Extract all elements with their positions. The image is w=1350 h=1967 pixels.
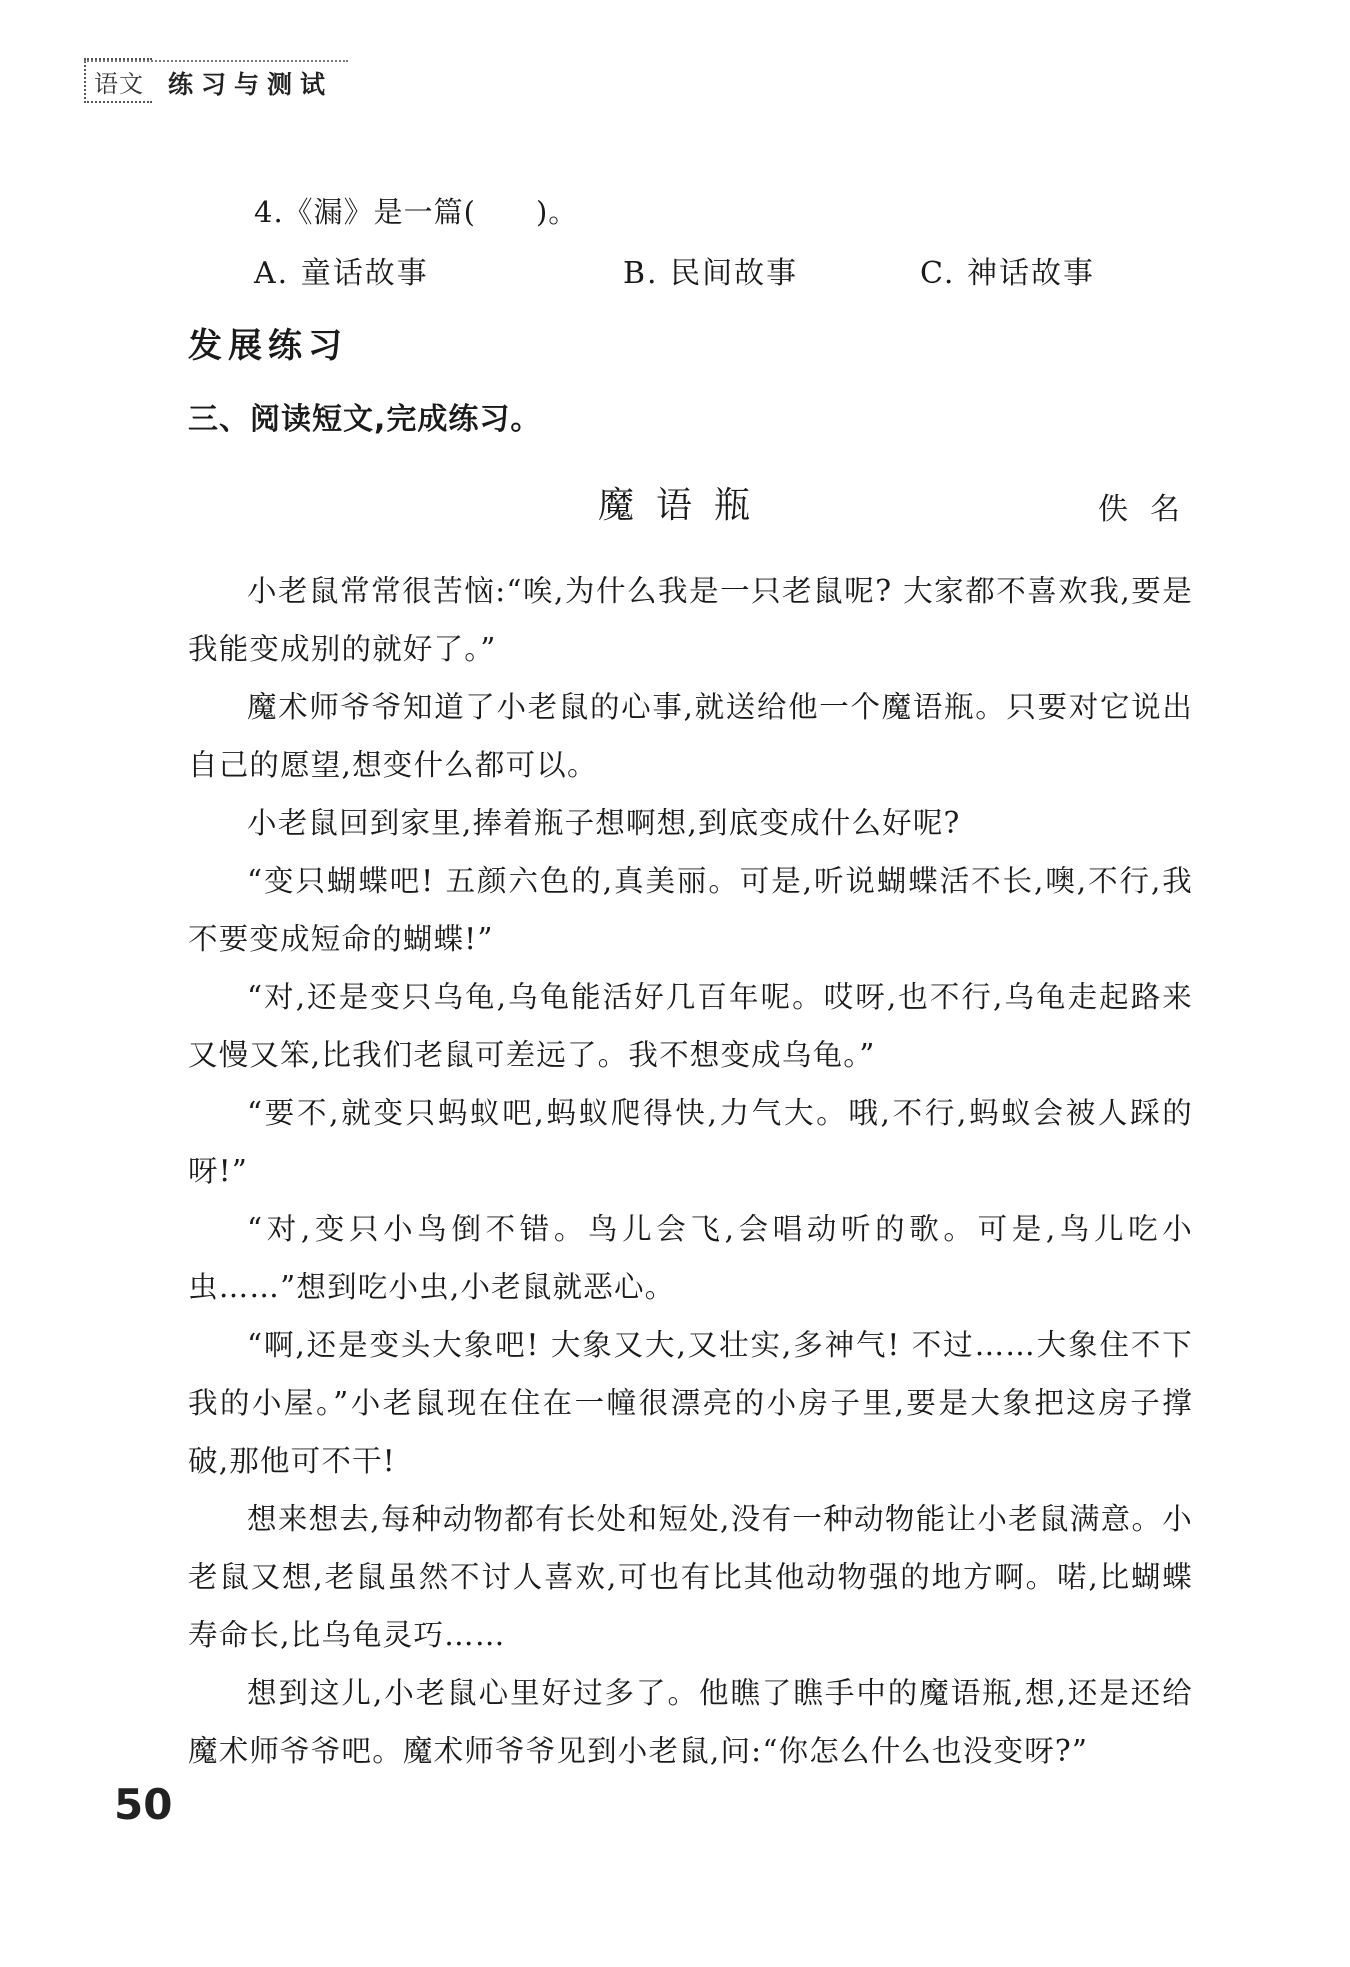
story-title: 魔语瓶 (598, 485, 773, 526)
option-a: A. 童话故事 (254, 256, 429, 291)
subject-label: 语文 (84, 58, 152, 103)
book-title: 练习与测试 (168, 70, 334, 99)
story-paragraph: “要不,就变只蚂蚁吧,蚂蚁爬得快,力气大。哦,不行,蚂蚁会被人踩的呀!” (188, 1096, 1193, 1188)
page-number: 50 (114, 1780, 173, 1829)
story-paragraph: 魔术师爷爷知道了小老鼠的心事,就送给他一个魔语瓶。只要对它说出自己的愿望,想变什么都可以。 (188, 690, 1193, 782)
story-author: 佚名 (1098, 492, 1202, 527)
story-paragraph: “啊,还是变头大象吧! 大象又大,又壮实,多神气! 不过……大象住不下我的小屋。”小老鼠现在住在一幢很漂亮的小房子里,要是大象把这房子撑破,那他可不干! (188, 1328, 1193, 1478)
option-b: B. 民间故事 (623, 256, 799, 291)
story-paragraph: 想来想去,每种动物都有长处和短处,没有一种动物能让小老鼠满意。小老鼠又想,老鼠虽然不讨人喜欢,可也有比其他动物强的地方啊。喏,比蝴蝶寿命长,比乌龟灵巧…… (188, 1502, 1193, 1652)
story-paragraph: 想到这儿,小老鼠心里好过多了。他瞧了瞧手中的魔语瓶,想,还是还给魔术师爷爷吧。魔术师爷爷见到小老鼠,问:“你怎么什么也没变呀?” (188, 1676, 1193, 1768)
header-rule (84, 60, 348, 62)
story-paragraph: “对,变只小鸟倒不错。鸟儿会飞,会唱动听的歌。可是,鸟儿吃小虫……”想到吃小虫,小老鼠就恶心。 (188, 1212, 1193, 1304)
story-body (188, 562, 1193, 1780)
running-header (84, 58, 333, 103)
story-paragraph: 小老鼠常常很苦恼:“唉,为什么我是一只老鼠呢? 大家都不喜欢我,要是我能变成别的就好了。” (188, 574, 1193, 666)
option-c: C. 神话故事 (920, 256, 1095, 291)
section-title: 发展练习 (188, 326, 348, 366)
story-paragraph: 小老鼠回到家里,捧着瓶子想啊想,到底变成什么好呢? (247, 806, 961, 840)
story-paragraph: “变只蝴蝶吧! 五颜六色的,真美丽。可是,听说蝴蝶活不长,噢,不行,我不要变成短命的蝴蝶!” (188, 864, 1193, 956)
exercise-instruction: 三、阅读短文,完成练习。 (188, 402, 542, 437)
question-text: 4.《漏》是一篇( )。 (254, 195, 579, 229)
story-paragraph: “对,还是变只乌龟,乌龟能活好几百年呢。哎呀,也不行,乌龟走起路来又慢又笨,比我们老鼠可差远了。我不想变成乌龟。” (188, 980, 1193, 1072)
